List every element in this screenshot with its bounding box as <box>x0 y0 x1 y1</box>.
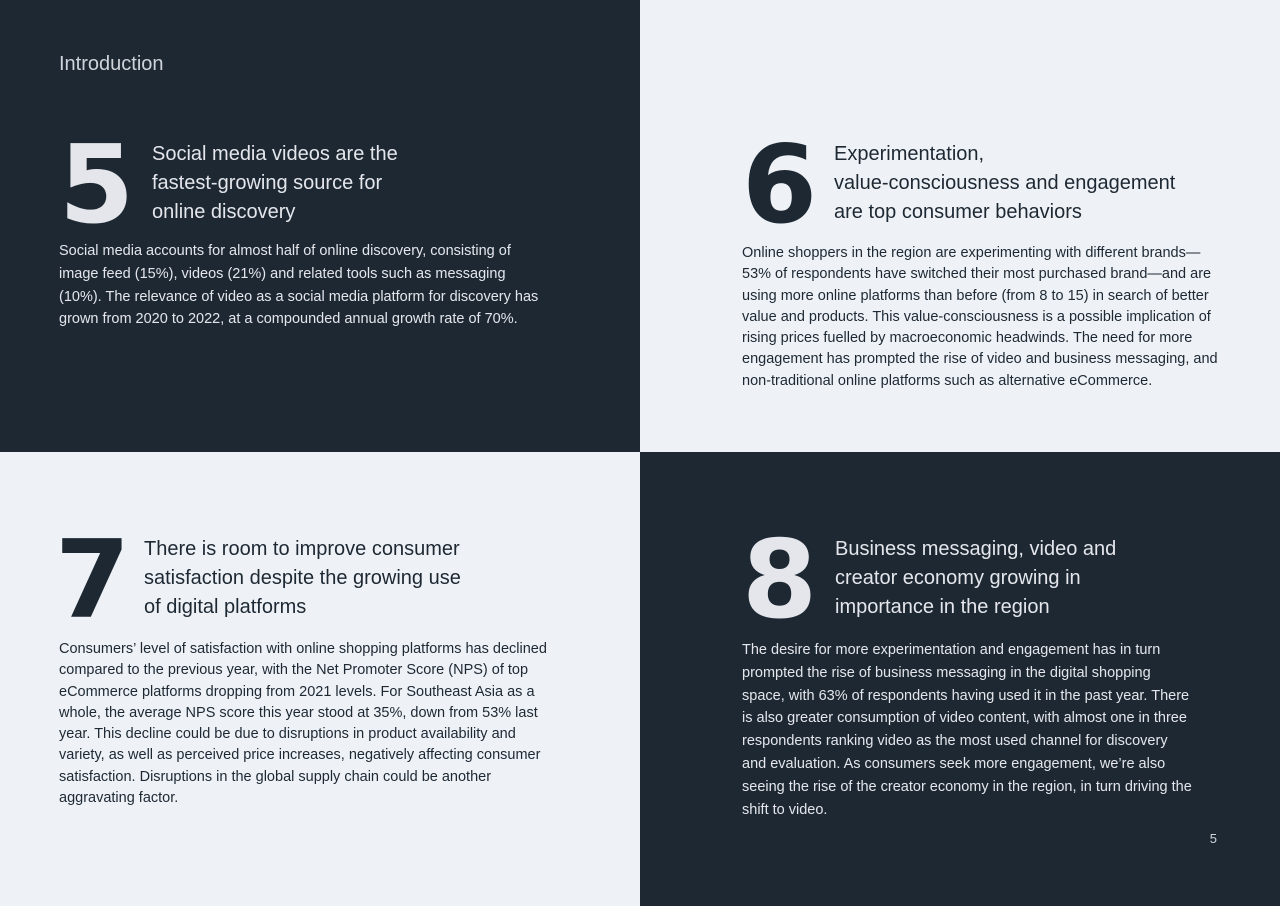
quadrant-7 <box>0 452 640 906</box>
quadrant-5 <box>0 0 640 452</box>
item-number: 5 <box>59 123 133 248</box>
item-heading: Experimentation, value-consciousness and engagement are top consumer behaviors <box>834 143 1176 223</box>
item-heading: There is room to improve consumer satisfaction despite the growing use of digital platforms <box>144 538 461 618</box>
section-label: Introduction <box>59 53 164 75</box>
quadrant-8 <box>640 452 1280 906</box>
item-number: 7 <box>55 518 129 643</box>
item-body: Social media accounts for almost half of online discovery, consisting of image feed (15%), videos (21%) and related tools such as messaging (10%). The relevance of video as a social media platform for discovery has grown from 2020 to 2022, at a compounded annual growth rate of 70%. <box>59 243 539 328</box>
item-heading: Business messaging, video and creator economy growing in importance in the region <box>835 538 1117 618</box>
quadrant-6 <box>640 0 1280 452</box>
item-body: Online shoppers in the region are experimenting with different brands—53% of respondents have switched their most purchased brand—and are using more online platforms than before (from 8 to 15) in search of better value and products. This value-consciousness is a possible implication of rising prices fuelled by macroeconomic headwinds. The need for more engagement has prompted the rise of video and business messaging, and non-traditional online platforms such as alternative eCommerce. <box>742 245 1218 389</box>
page-number: 5 <box>1209 831 1217 846</box>
item-body: Consumers’ level of satisfaction with online shopping platforms has declined compared to the previous year, with the Net Promoter Score (NPS) of top eCommerce platforms dropping from 2021 levels. For Southeast Asia as a whole, the average NPS score this year stood at 35%, down from 53% last year. This decline could be due to disruptions in product availability and variety, as well as perceived price increases, negatively affecting consumer satisfaction. Disruptions in the global supply chain could be another aggravating factor. <box>59 641 547 807</box>
item-heading: Social media videos are the fastest-growing source for online discovery <box>152 143 398 223</box>
item-body: The desire for more experimentation and engagement has in turn prompted the rise of business messaging in the digital shopping space, with 63% of respondents having used it in the past year. There is also greater consumption of video content, with almost one in three respondents ranking video as the most used channel for discovery and evaluation. As consumers seek more engagement, we’re also seeing the rise of the creator economy in the region, in turn driving the shift to video. <box>742 642 1192 818</box>
item-number: 8 <box>742 518 816 643</box>
item-number: 6 <box>742 123 816 248</box>
